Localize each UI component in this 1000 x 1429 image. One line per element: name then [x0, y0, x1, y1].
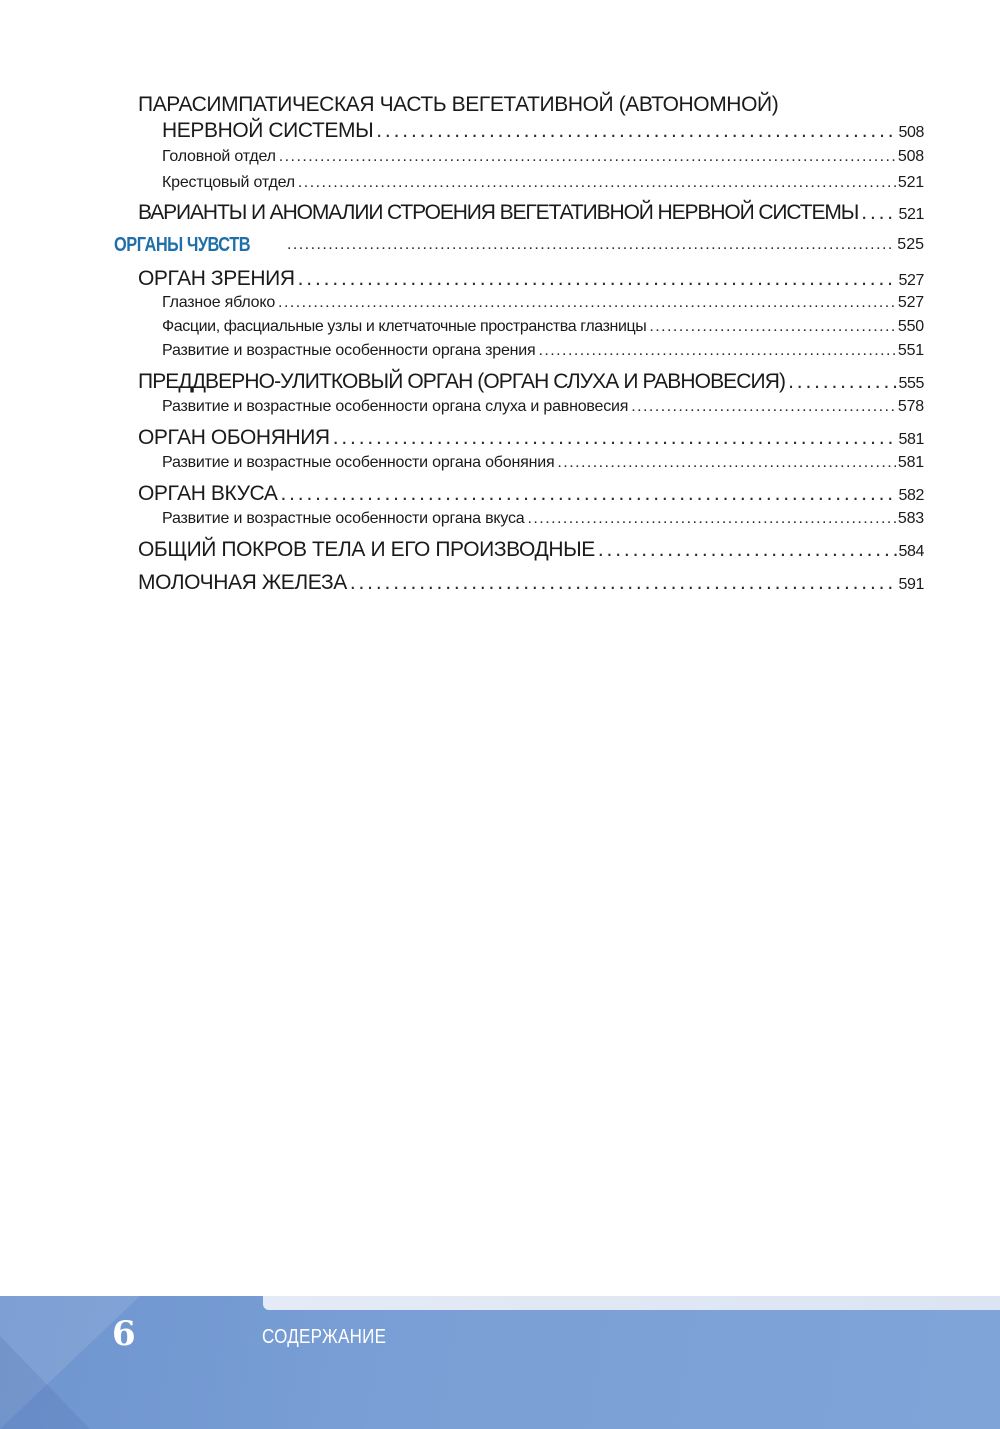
dot-leader — [861, 201, 896, 225]
dot-leader — [788, 370, 896, 394]
toc-entry-label: Фасции, фасциальные узлы и клетчаточные пространства глазницы — [162, 318, 647, 335]
toc-entry-label: ОБЩИЙ ПОКРОВ ТЕЛА И ЕГО ПРОИЗВОДНЫЕ — [138, 538, 595, 561]
toc-chapter-label: ОРГАНЫ ЧУВСТВ — [114, 234, 251, 256]
dot-leader — [538, 342, 895, 360]
toc-entry-label: ПРЕДДВЕРНО-УЛИТКОВЫЙ ОРГАН (ОРГАН СЛУХА И РАВНОВЕСИЯ) — [138, 370, 786, 393]
toc-entry-label: Крестцовый отдел — [162, 174, 295, 191]
dot-leader — [557, 454, 895, 472]
toc-entry-page: 521 — [898, 206, 924, 223]
toc-entry[interactable] — [162, 119, 924, 143]
toc-entry-label: ОРГАН ВКУСА — [138, 482, 278, 505]
toc-chapter-row[interactable] — [114, 234, 924, 262]
dot-leader — [376, 119, 896, 143]
page-footer — [0, 1296, 1000, 1429]
dot-leader — [528, 510, 896, 528]
toc-entry-page: 581 — [897, 454, 924, 471]
toc-heading-parasympathetic: ПАРАСИМПАТИЧЕСКАЯ ЧАСТЬ ВЕГЕТАТИВНОЙ (АВТОНОМНОЙ) — [138, 93, 779, 116]
dot-leader — [298, 174, 896, 192]
toc-entry-label: ВАРИАНТЫ И АНОМАЛИИ СТРОЕНИЯ ВЕГЕТАТИВНОЙ НЕРВНОЙ СИСТЕМЫ — [138, 201, 859, 224]
footer-decor-facet — [0, 1336, 90, 1429]
dot-leader — [279, 148, 896, 166]
footer-header-strip — [263, 1296, 1000, 1310]
toc-entry-label: Развитие и возрастные особенности органа слуха и равновесия — [162, 398, 629, 415]
toc-entry[interactable] — [138, 201, 924, 225]
dot-leader — [280, 482, 896, 506]
toc-entry[interactable] — [162, 148, 924, 166]
toc-entry-page: 551 — [897, 342, 924, 359]
toc-entry-label: ОРГАН ЗРЕНИЯ — [138, 267, 295, 290]
toc-entry[interactable] — [162, 174, 924, 192]
toc-entry-page: 527 — [898, 272, 924, 289]
toc-entry[interactable] — [138, 571, 924, 595]
toc-entry-page: 555 — [898, 375, 924, 392]
toc-entry-label: Глазное яблоко — [162, 294, 276, 311]
toc-entry-page: 521 — [897, 174, 924, 191]
toc-entry[interactable] — [162, 454, 924, 472]
dot-leader — [649, 318, 896, 336]
toc-entry-label: МОЛОЧНАЯ ЖЕЛЕЗА — [138, 571, 347, 594]
toc-entry[interactable] — [162, 318, 924, 336]
toc-entry-page: 550 — [897, 318, 924, 335]
toc-entry[interactable] — [162, 294, 924, 312]
toc-entry[interactable] — [162, 398, 924, 416]
toc-entry-page: 591 — [898, 576, 924, 593]
toc-entry[interactable] — [138, 370, 924, 394]
toc-entry[interactable] — [162, 510, 924, 528]
section-title: СОДЕРЖАНИЕ — [262, 1326, 387, 1348]
toc-entry-page: 527 — [897, 294, 924, 311]
toc-entry[interactable] — [138, 267, 924, 291]
toc-entry-page: 508 — [898, 124, 924, 141]
dot-leader — [350, 571, 897, 595]
toc-entry[interactable] — [138, 426, 924, 450]
dot-leader — [298, 267, 897, 291]
toc-entry-page: 582 — [898, 487, 924, 504]
toc-entry-label: ОРГАН ОБОНЯНИЯ — [138, 426, 330, 449]
dot-leader — [631, 398, 896, 416]
toc-entry[interactable] — [162, 342, 924, 360]
toc-entry-page: 525 — [897, 236, 924, 253]
dot-leader — [287, 236, 895, 254]
toc-entry-label: Развитие и возрастные особенности органа обоняния — [162, 454, 555, 471]
toc-entry-label: Головной отдел — [162, 148, 276, 165]
toc-entry-page: 581 — [898, 431, 924, 448]
dot-leader — [598, 538, 897, 562]
toc-entry-page: 508 — [897, 148, 924, 165]
toc-entry-label: НЕРВНОЙ СИСТЕМЫ — [162, 119, 374, 142]
toc-entry-label: Развитие и возрастные особенности органа зрения — [162, 342, 536, 359]
page-number: 6 — [112, 1314, 136, 1354]
toc-entry-page: 584 — [898, 543, 924, 560]
toc-entry-page: 578 — [897, 398, 924, 415]
toc-chapter-leader — [284, 236, 924, 254]
toc-entry-page: 583 — [897, 510, 924, 527]
dot-leader — [278, 294, 896, 312]
toc-entry[interactable] — [138, 482, 924, 506]
toc-entry-label: Развитие и возрастные особенности органа вкуса — [162, 510, 525, 527]
dot-leader — [333, 426, 897, 450]
toc-entry[interactable] — [138, 538, 924, 562]
